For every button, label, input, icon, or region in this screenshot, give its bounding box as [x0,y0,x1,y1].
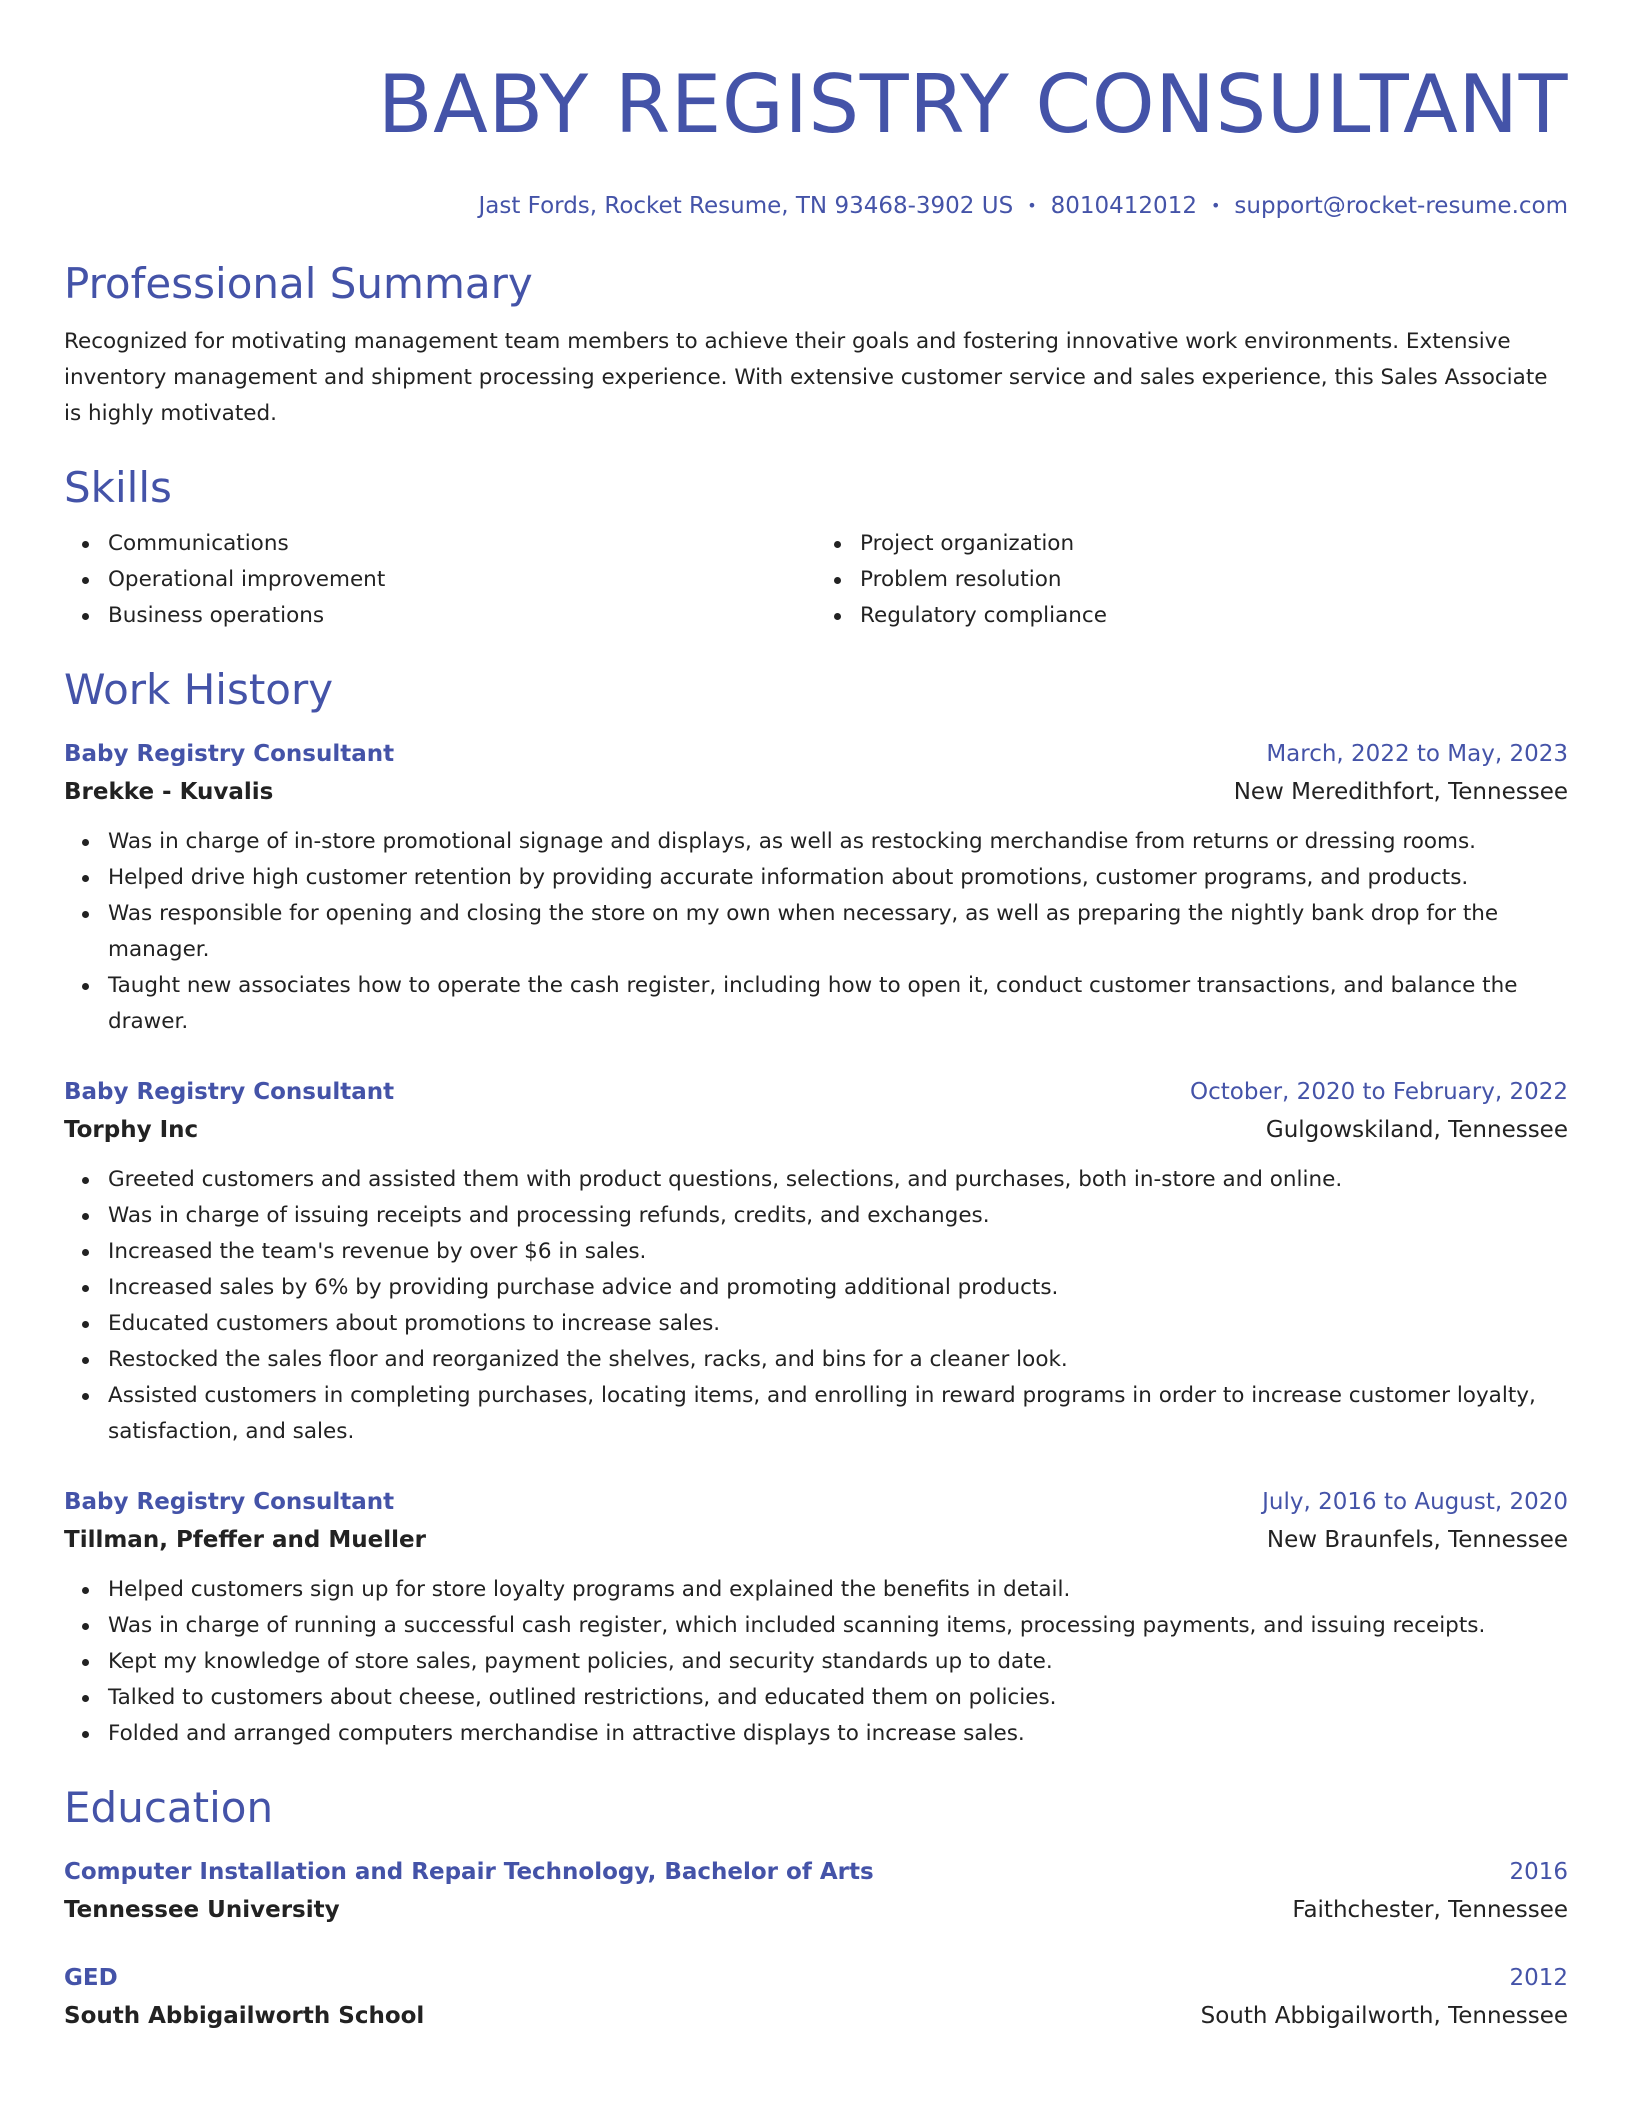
education-header-row [64,1960,1568,1996]
job-entry [64,1484,1568,1752]
section-title-skills: Skills [64,463,172,512]
education-school-row [64,1996,1568,2036]
education-section [64,1780,1568,2036]
job-bullet: Restocked the sales floor and reorganized the shelves, racks, and bins for a cleaner look. [108,1342,1568,1378]
education-location: South Abbigailworth, Tennessee [1200,2003,1568,2029]
job-company: Torphy Inc [64,1117,199,1143]
job-dates: March, 2022 to May, 2023 [1266,741,1568,767]
job-bullet: Helped drive high customer retention by providing accurate information about promotions, customer programs, and products. [108,860,1568,896]
contact-phone: 8010412012 [1050,193,1197,219]
contact-separator: • [1027,196,1037,215]
job-bullet: Increased the team's revenue by over $6 in sales. [108,1234,1568,1270]
skill-item: Business operations [108,598,816,634]
job-bullet: Folded and arranged computers merchandise in attractive displays to increase sales. [108,1716,1568,1752]
job-location: Gulgowskiland, Tennessee [1265,1117,1568,1143]
job-bullet: Increased sales by 6% by providing purchase advice and promoting additional products. [108,1270,1568,1306]
job-company-row [64,772,1568,812]
education-school: Tennessee University [64,1897,340,1923]
job-bullet: Was in charge of running a successful cash register, which included scanning items, processing payments, and issuing receipts. [108,1608,1568,1644]
education-school: South Abbigailworth School [64,2003,425,2029]
skills-section [64,460,1568,634]
job-bullet: Helped customers sign up for store loyalty programs and explained the benefits in detail. [108,1572,1568,1608]
job-company: Tillman, Pfeffer and Mueller [64,1527,426,1553]
job-bullet: Taught new associates how to operate the cash register, including how to open it, conduct customer transactions, and balance the drawer. [108,968,1568,1040]
job-title: Baby Registry Consultant [64,741,395,767]
education-location: Faithchester, Tennessee [1292,1897,1568,1923]
job-bullet: Was in charge of in-store promotional signage and displays, as well as restocking merchandise from returns or dressing rooms. [108,824,1568,860]
job-bullets [64,1572,1568,1752]
job-bullet: Was in charge of issuing receipts and processing refunds, credits, and exchanges. [108,1198,1568,1234]
section-title-summary: Professional Summary [64,259,533,308]
education-degree: Computer Installation and Repair Technology, Bachelor of Arts [64,1859,874,1885]
resume-header [64,50,1568,222]
contact-line [64,190,1568,222]
education-school-row [64,1890,1568,1930]
education-entry [64,1960,1568,2036]
section-title-education: Education [64,1783,274,1832]
section-title-work: Work History [64,665,334,714]
contact-address: Jast Fords, Rocket Resume, TN 93468-3902 US [478,193,1014,219]
job-location: New Meredithfort, Tennessee [1233,779,1568,805]
education-degree: GED [64,1965,118,1991]
job-bullet: Kept my knowledge of store sales, payment policies, and security standards up to date. [108,1644,1568,1680]
job-bullets [64,824,1568,1040]
job-company-row [64,1110,1568,1150]
contact-separator: • [1210,196,1221,215]
skill-item: Problem resolution [860,562,1568,598]
job-bullet: Was responsible for opening and closing the store on my own when necessary, as well as preparing the nightly bank drop for the manager. [108,896,1568,968]
job-bullet: Talked to customers about cheese, outlined restrictions, and educated them on policies. [108,1680,1568,1716]
skill-item: Communications [108,526,816,562]
skill-item: Project organization [860,526,1568,562]
job-bullet: Educated customers about promotions to increase sales. [108,1306,1568,1342]
education-year: 2012 [1509,1965,1568,1991]
job-location: New Braunfels, Tennessee [1266,1527,1568,1553]
education-year: 2016 [1509,1859,1568,1885]
job-title: Baby Registry Consultant [64,1489,395,1515]
work-history-section [64,662,1568,1752]
job-header-row [64,1074,1568,1110]
job-entry [64,1074,1568,1450]
job-bullets [64,1162,1568,1450]
professional-summary-section [64,256,1568,432]
education-entry [64,1854,1568,1930]
job-title: Baby Registry Consultant [64,1079,395,1105]
candidate-title: BABY REGISTRY CONSULTANT [377,58,1568,151]
skills-column-left [64,526,816,634]
job-bullet: Greeted customers and assisted them with product questions, selections, and purchases, both in-store and online. [108,1162,1568,1198]
job-header-row [64,736,1568,772]
education-header-row [64,1854,1568,1890]
job-header-row [64,1484,1568,1520]
skills-grid [64,526,1568,634]
job-bullet: Assisted customers in completing purchases, locating items, and enrolling in reward programs in order to increase customer loyalty, satisfaction, and sales. [108,1378,1568,1450]
job-company: Brekke - Kuvalis [64,779,274,805]
skills-column-right [816,526,1568,634]
job-company-row [64,1520,1568,1560]
job-dates: October, 2020 to February, 2022 [1190,1079,1568,1105]
skill-item: Regulatory compliance [860,598,1568,634]
contact-email[interactable]: support@rocket-resume.com [1234,193,1568,219]
job-entry [64,736,1568,1040]
skill-item: Operational improvement [108,562,816,598]
summary-text: Recognized for motivating management team members to achieve their goals and fostering innovative work environments. Extensive inventory management and shipment processing experience. With extensive customer service and sales experience, this Sales Associate is highly motivated. [64,329,1548,426]
job-dates: July, 2016 to August, 2020 [1262,1489,1568,1515]
